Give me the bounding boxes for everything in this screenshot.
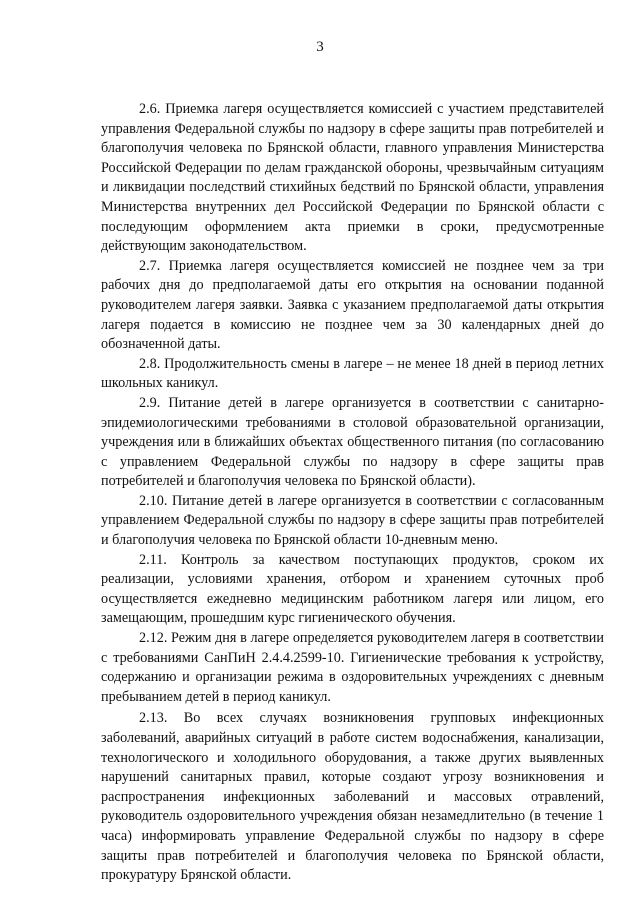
paragraph-2-6: 2.6. Приемка лагеря осуществляется комиссией с участием представителей управления Федеральной службы по надзору в сфере защиты прав потребителей и благополучия человека по Брянской области, главного управления Министерства Российской Федерации по делам гражданской обороны, чрезвычайным ситуациям и ликвидации последствий стихийных бедствий по Брянской области, управления Министерства внутренних дел Российской Федерации по Брянской области с последующим оформлением акта приемки в сроки, предусмотренные действующим законодательством.	[101, 101, 604, 255]
paragraph-2-13: 2.13. Во всех случаях возникновения групповых инфекционных заболеваний, аварийных ситуаций в работе систем водоснабжения, канализации, технологического и холодильного оборудования, а также других выявленных нарушений санитарных правил, которые создают угрозу возникновения и распространения инфекционных заболеваний и массовых отравлений, руководитель оздоровительного учреждения обязан незамедлительно (в течение 1 часа) информировать управление Федеральной службы по надзору в сфере защиты прав потребителей и благополучия человека по Брянской области, прокуратуру Брянской области.	[101, 710, 604, 884]
paragraph-2-12: 2.12. Режим дня в лагере определяется руководителем лагеря в соответствии с требованиями СанПиН 2.4.4.2599-10. Гигиенические требования к устройству, содержанию и организации режима в оздоровительных учреждениях с дневным пребыванием детей в период каникул.	[101, 630, 604, 705]
paragraph-2-9: 2.9. Питание детей в лагере организуется в соответствии с санитарно-эпидемиологическими требованиями в столовой образовательной организации, учреждения или в ближайших объектах общественного питания (по согласованию с управлением Федеральной службы по надзору в сфере защиты прав потребителей и благополучия человека по Брянской области).	[101, 394, 604, 490]
paragraph-2-10: 2.10. Питание детей в лагере организуется в соответствии с согласованным управлением Федеральной службы по надзору в сфере защиты прав потребителей и благополучия человека по Брянской области 10-дневным меню.	[101, 492, 604, 549]
page-number: 3	[316, 39, 324, 55]
paragraph-2-8: 2.8. Продолжительность смены в лагере – не менее 18 дней в период летних школьных каникул.	[101, 355, 604, 392]
paragraph-2-11: 2.11. Контроль за качеством поступающих продуктов, сроком их реализации, условиями хранения, отбором и хранением суточных проб осуществляется ежедневно медицинским работником лагеря или лицом, его замещающим, прошедшим курс гигиенического обучения.	[101, 551, 604, 627]
paragraph-2-7: 2.7. Приемка лагеря осуществляется комиссией не позднее чем за три рабочих дня до предполагаемой даты его открытия на основании поданной руководителем лагеря заявки. Заявка с указанием предполагаемой даты открытия лагеря подается в комиссию не позднее чем за 30 календарных дней до обозначенной даты.	[101, 257, 604, 353]
document-body	[101, 100, 604, 886]
